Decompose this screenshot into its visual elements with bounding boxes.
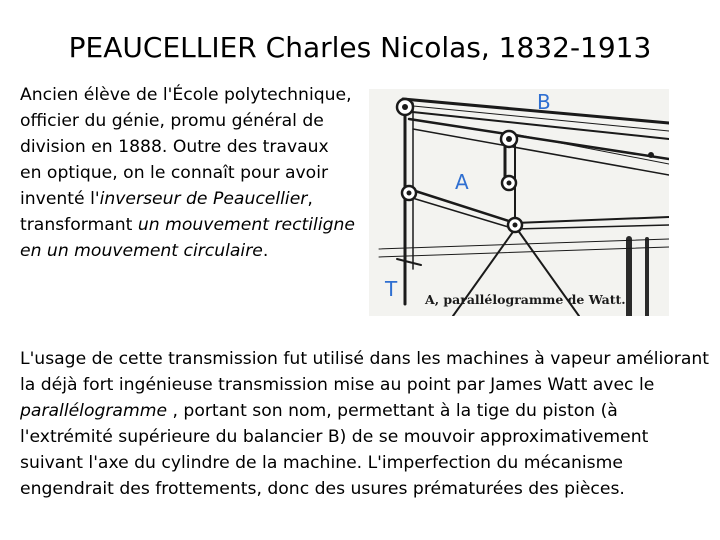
figure-caption: A, parallélogramme de Watt.	[425, 292, 626, 307]
intro-emphasis-inverseur: inverseur de Peaucellier	[99, 189, 308, 209]
watt-parallelogram-figure	[369, 89, 669, 316]
figure-label-a: A	[455, 170, 469, 194]
body-paragraph	[20, 346, 710, 502]
intro-paragraph	[20, 82, 355, 264]
watt-parallelogram-engraving	[369, 89, 669, 316]
body-text-2: , portant son nom, permettant à la tige du piston (à l'extrémité supérieure du balancier B) de se mouvoir approximativement suivant l'axe du cylindre de la machine. L'imperfection du mécanisme engendrait des frottements, donc des usures prématurées des pièces.	[20, 401, 649, 499]
intro-text-1: Ancien élève de l'École polytechnique, officier du génie, promu général de division en 1888. Outre des travaux en optique, on le connaît pour avoir inventé l'	[20, 85, 352, 209]
figure-label-b: B	[537, 90, 551, 114]
body-emphasis-parallelogramme: parallélogramme	[20, 401, 168, 421]
intro-emphasis-mouvement: un mouvement rectiligne en un mouvement circulaire	[20, 215, 355, 261]
intro-text-3: .	[262, 241, 269, 261]
intro-text-2: , transformant	[20, 189, 313, 235]
figure-label-t: T	[385, 277, 398, 301]
body-text-1: L'usage de cette transmission fut utilisé dans les machines à vapeur améliorant la déjà fort ingénieuse transmission mise au point par James Watt avec le	[20, 349, 710, 395]
page-title: PEAUCELLIER Charles Nicolas, 1832-1913	[68, 31, 652, 64]
